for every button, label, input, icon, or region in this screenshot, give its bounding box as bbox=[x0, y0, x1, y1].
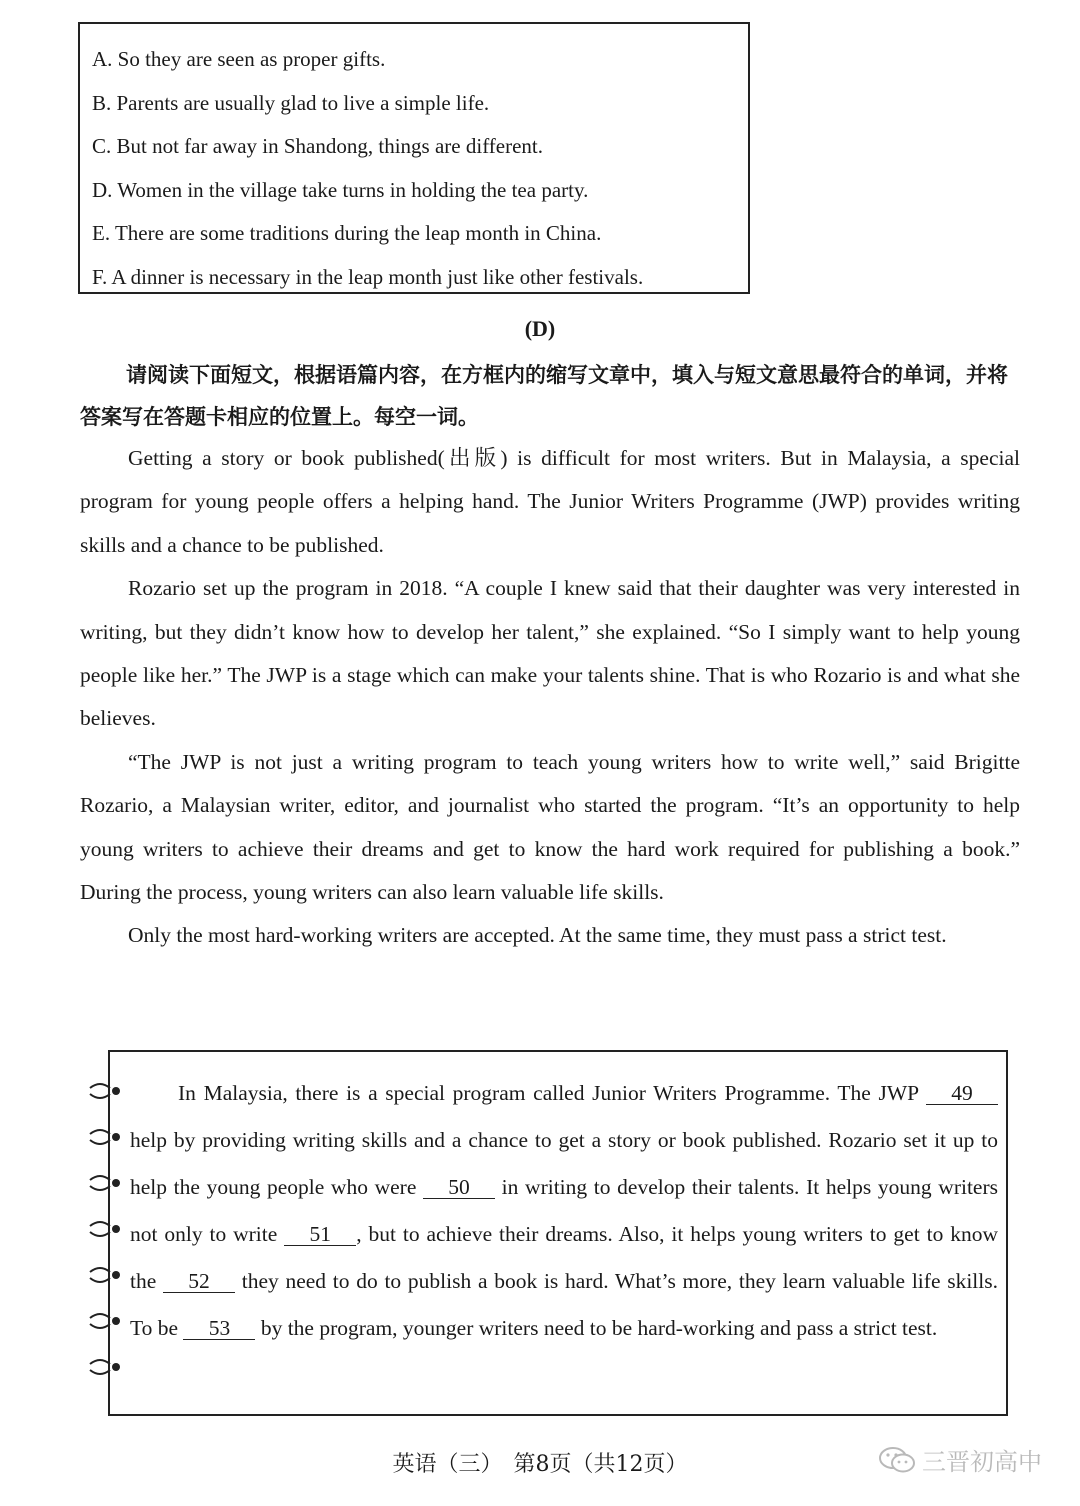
option-a: A. So they are seen as proper gifts. bbox=[92, 47, 386, 71]
summary-segment-3: in writing to develop their talents. It helps young writers not only to write bbox=[130, 1175, 998, 1246]
blank-51: 51 bbox=[284, 1223, 356, 1246]
blank-53: 53 bbox=[183, 1317, 255, 1340]
option-f: F. A dinner is necessary in the leap month just like other festivals. bbox=[92, 264, 644, 289]
article-paragraph-2: Rozario set up the program in 2018. “A couple I knew said that their daughter was very interested in writing, but they didn’t know how to develop her talent,” she explained. “So I simply want to help young people like her.” The JWP is a stage which can make your talents shine. That is who Rozario is and what she believes. bbox=[80, 576, 1020, 731]
summary-box bbox=[108, 1050, 1008, 1416]
summary-segment-2: help by providing writing skills and a chance to get a story or book published. Rozario set it up to help the young people who were bbox=[130, 1128, 998, 1199]
summary-segment-1: In Malaysia, there is a special program called Junior Writers Programme. The JWP bbox=[178, 1081, 926, 1105]
option-e: E. There are some traditions during the leap month in China. bbox=[92, 221, 602, 246]
wechat-icon bbox=[878, 1445, 916, 1475]
summary-text bbox=[130, 1070, 998, 1352]
option-d: D. Women in the village take turns in holding the tea party. bbox=[92, 177, 589, 202]
blank-50: 50 bbox=[423, 1176, 495, 1199]
section-label: (D) bbox=[524, 316, 556, 341]
watermark-text: 三晋初高中 bbox=[922, 1448, 1042, 1476]
watermark bbox=[878, 1442, 1042, 1477]
summary-segment-6: by the program, younger writers need to be hard-working and pass a strict test. bbox=[255, 1316, 938, 1340]
blank-49: 49 bbox=[926, 1082, 998, 1105]
summary-segment-4: , but to achieve their dreams. Also, it helps young writers to get to know the bbox=[130, 1222, 998, 1293]
blank-52: 52 bbox=[163, 1270, 235, 1293]
options-box bbox=[78, 22, 750, 294]
summary-segment-5: they need to do to publish a book is hard. What’s more, they learn valuable life skills. To be bbox=[130, 1269, 998, 1340]
article-paragraph-4: Only the most hard-working writers are accepted. At the same time, they must pass a strict test. bbox=[128, 923, 947, 948]
article bbox=[80, 437, 1020, 958]
instruction: 请阅读下面短文，根据语篇内容，在方框内的缩写文章中，填入与短文意思最符合的单词，并将答案写在答题卡相应的位置上。每空一词。 bbox=[80, 363, 1008, 429]
page-footer: 英语（三） 第8页（共12页） bbox=[392, 1452, 688, 1477]
article-paragraph-3: “The JWP is not just a writing program to teach young writers how to write well,” said Brigitte Rozario, a Malaysian writer, editor, and journalist who started the program. “It’s an opportunity to help young writers to achieve their dreams and get to know the hard work required for publishing a book.” During the process, young writers can also learn valuable life skills. bbox=[80, 749, 1020, 905]
option-b: B. Parents are usually glad to live a simple life. bbox=[92, 90, 490, 115]
spiral-binding-icon bbox=[86, 1080, 126, 1390]
option-c: C. But not far away in Shandong, things are different. bbox=[92, 134, 544, 159]
article-paragraph-1: Getting a story or book published(出版) is difficult for most writers. But in Malaysia, a special program for young people offers a helping hand. The Junior Writers Programme (JWP) provides writing skills and a chance to be published. bbox=[80, 446, 1020, 557]
